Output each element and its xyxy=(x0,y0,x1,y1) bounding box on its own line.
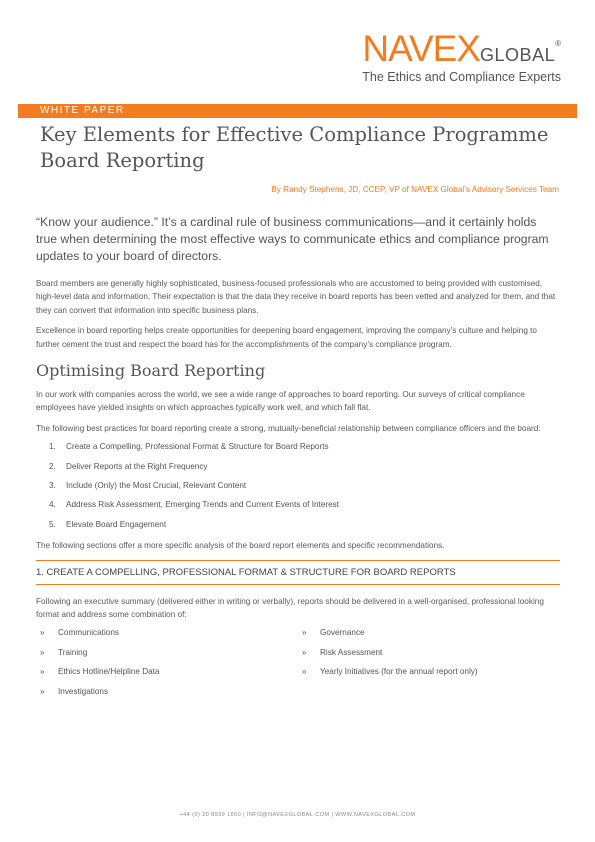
list-item-text: Training xyxy=(58,647,88,657)
banner-label: WHITE PAPER xyxy=(40,105,125,116)
list-number: 1. xyxy=(49,442,56,452)
logo-reg-mark: ® xyxy=(555,39,561,48)
logo-brand: NAVEX xyxy=(362,28,481,69)
chevron-right-icon: » xyxy=(302,628,307,638)
list-item-text: Deliver Reports at the Right Frequency xyxy=(66,461,208,471)
chevron-right-icon: » xyxy=(40,667,45,677)
white-paper-banner xyxy=(18,104,577,118)
list-item xyxy=(36,500,560,510)
list-item xyxy=(36,462,560,472)
list-item xyxy=(36,667,298,677)
list-item-text: Ethics Hotline/Helpline Data xyxy=(58,667,160,677)
body-paragraph: Excellence in board reporting helps create opportunities for deepening board engagement, improving the company’s culture and helping to further cement the trust and respect the board has for the accomplishments of the company’s compliance program. xyxy=(36,326,537,349)
list-item-text: Governance xyxy=(320,628,365,638)
logo-wordmark xyxy=(362,30,561,67)
list-item xyxy=(298,648,560,658)
list-item-text: Yearly Initiatives (for the annual report only) xyxy=(320,667,478,677)
body-paragraph: In our work with companies across the world, we see a wide range of approaches to board reporting. Our surveys of critical compliance employees have yielded insights on which approaches typically work well, and which fall flat. xyxy=(36,390,525,413)
navex-logo xyxy=(362,30,561,84)
logo-tagline: The Ethics and Compliance Experts xyxy=(362,70,561,84)
list-item-text: Risk Assessment xyxy=(320,647,383,657)
document-body xyxy=(36,214,560,706)
list-number: 5. xyxy=(49,519,56,529)
list-number: 3. xyxy=(49,481,56,491)
bullet-column-right xyxy=(298,628,560,706)
body-paragraph: The following sections offer a more specific analysis of the board report elements and specific recommendations. xyxy=(36,541,445,551)
list-item xyxy=(298,628,560,638)
page-footer: +44 (0) 20 8939 1650 | INFO@NAVEXGLOBAL.COM | WWW.NAVEXGLOBAL.COM xyxy=(179,812,416,818)
subsection-heading: 1. CREATE A COMPELLING, PROFESSIONAL FORMAT & STRUCTURE FOR BOARD REPORTS xyxy=(36,566,456,578)
list-item-text: Address Risk Assessment, Emerging Trends and Current Events of Interest xyxy=(66,500,340,510)
list-item xyxy=(36,687,298,697)
list-number: 2. xyxy=(49,461,56,471)
list-item xyxy=(298,667,560,677)
logo-brand-suffix: GLOBAL xyxy=(480,45,556,65)
document-title: Key Elements for Effective Compliance Programme Board Reporting xyxy=(40,123,549,172)
chevron-right-icon: » xyxy=(302,667,307,677)
chevron-right-icon: » xyxy=(40,628,45,638)
report-topics-list xyxy=(36,628,560,706)
list-number: 4. xyxy=(49,500,56,510)
list-item xyxy=(36,481,560,491)
list-item-text: Include (Only) the Most Crucial, Relevant Content xyxy=(66,481,247,491)
chevron-right-icon: » xyxy=(40,686,45,696)
best-practices-list xyxy=(36,442,560,530)
author-byline: By Randy Stephens, JD, CCEP, VP of NAVEX Global’s Advisory Services Team xyxy=(271,185,559,194)
list-item xyxy=(36,442,560,452)
chevron-right-icon: » xyxy=(302,647,307,657)
intro-paragraph: “Know your audience.” It’s a cardinal rule of business communications—and it certainly holds true when determining the most effective ways to communicate ethics and compliance program updates to your board of directors. xyxy=(36,215,549,263)
list-item xyxy=(36,628,298,638)
body-paragraph: Following an executive summary (delivered either in writing or verbally), reports should be delivered in a well-organised, professional looking format and address some combination of: xyxy=(36,596,544,620)
chevron-right-icon: » xyxy=(40,647,45,657)
bullet-column-left xyxy=(36,628,298,706)
body-paragraph: Board members are generally highly sophisticated, business-focused professionals who are accustomed to being provided with customised, high-level data and information. Their expectation is that the data they receive in board reports has been vetted and analyzed for them, and that they can convert that information into specific business plans. xyxy=(36,279,556,315)
list-item xyxy=(36,520,560,530)
section-divider xyxy=(36,584,560,585)
list-item-text: Create a Compelling, Professional Format & Structure for Board Reports xyxy=(66,442,329,452)
body-paragraph: The following best practices for board reporting create a strong, mutually-beneficial relationship between compliance officers and the board: xyxy=(36,423,541,433)
section-heading: Optimising Board Reporting xyxy=(36,361,266,381)
list-item-text: Communications xyxy=(58,628,119,638)
list-item-text: Elevate Board Engagement xyxy=(66,519,167,529)
list-item-text: Investigations xyxy=(58,686,109,696)
list-item xyxy=(36,648,298,658)
